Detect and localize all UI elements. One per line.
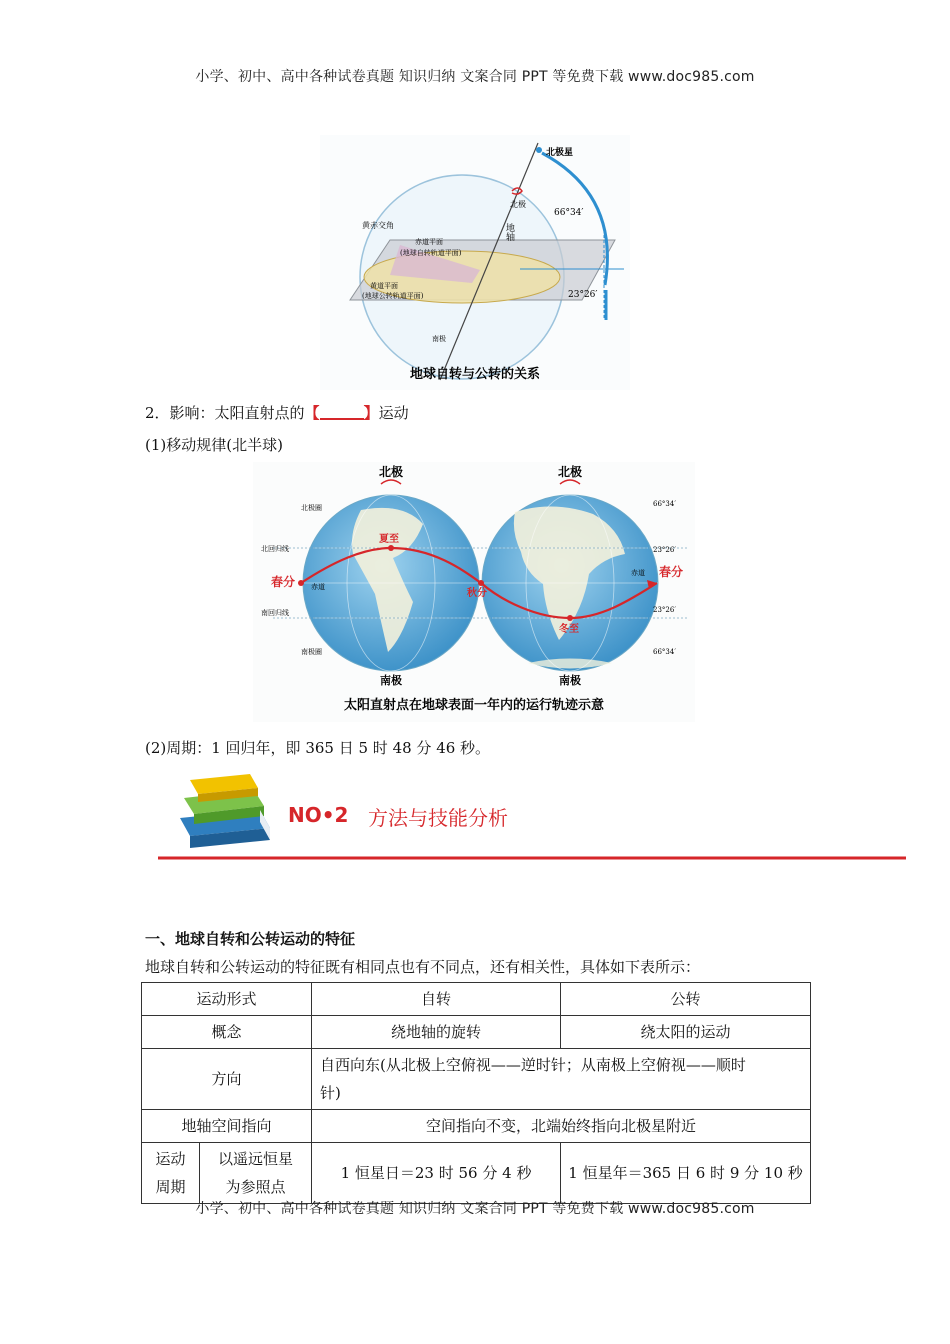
page-footer: 小学、初中、高中各种试卷真题 知识归纳 文案合同 PPT 等免费下载 www.doc985.com <box>195 1201 755 1217</box>
table-row <box>142 1110 811 1143</box>
table-row <box>142 983 811 1016</box>
label-equator-plane-note: (地球自转轨道平面) <box>400 249 462 257</box>
table-row <box>142 1143 811 1204</box>
subsolar-point-figure <box>253 462 695 722</box>
point-autumn <box>478 580 484 586</box>
period-line: (2)周期：1 回归年，即 365 日 5 时 48 分 46 秒。 <box>145 739 491 757</box>
period-ref-1: 以遥远恒星 <box>218 1150 294 1168</box>
rotation-arrow-west <box>381 480 401 484</box>
answer-blank[interactable] <box>320 404 364 420</box>
label-north-pole: 北极 <box>510 200 526 209</box>
period-label-1: 运动 <box>155 1150 186 1168</box>
table-cell-period-label <box>142 1143 200 1204</box>
table-cell: 方向 <box>142 1049 312 1110</box>
influence-suffix: 运动 <box>378 404 409 422</box>
point-spring-west <box>298 580 304 586</box>
label-south-pole-east: 南极 <box>559 674 581 687</box>
table-cell: 绕太阳的运动 <box>561 1016 811 1049</box>
label-angle-66: 66°34′ <box>554 208 584 218</box>
label-lat-23s: 23°26′ <box>653 606 676 614</box>
table-row <box>142 1049 811 1110</box>
table-cell-direction <box>312 1049 811 1110</box>
influence-line <box>145 402 409 423</box>
table-cell: 绕地轴的旋转 <box>312 1016 561 1049</box>
label-tropic-cancer: 北回归线 <box>261 545 289 553</box>
label-equator-plane: 赤道平面 <box>415 238 443 246</box>
bracket-open: 【 <box>304 404 320 422</box>
label-antarctic-circle: 南极圈 <box>301 648 322 656</box>
label-obliquity: 黄赤交角 <box>362 221 394 230</box>
period-label-2: 周期 <box>155 1178 186 1196</box>
label-lat-23n: 23°26′ <box>653 546 676 554</box>
table-header-cell: 运动形式 <box>142 983 312 1016</box>
label-arctic-circle: 北极圈 <box>301 504 322 512</box>
label-equator-east: 赤道 <box>631 569 645 577</box>
point-summer <box>388 545 394 551</box>
table-header-cell: 公转 <box>561 983 811 1016</box>
table-header-cell: 自转 <box>312 983 561 1016</box>
label-spring-east: 春分 <box>659 565 684 579</box>
direction-line-1: 自西向东(从北极上空俯视——逆时针；从南极上空俯视——顺时 <box>320 1056 746 1074</box>
label-spring-west: 春分 <box>271 575 296 589</box>
table-cell: 1 恒星日＝23 时 56 分 4 秒 <box>312 1143 561 1204</box>
polaris-star <box>536 147 542 153</box>
table-cell-period-ref <box>200 1143 312 1204</box>
bracket-close: 】 <box>363 404 379 422</box>
earth-rotation-revolution-figure <box>320 135 630 390</box>
features-table <box>141 982 811 1204</box>
label-polaris: 北极星 <box>546 148 574 158</box>
direction-line-2: 针) <box>320 1084 341 1102</box>
page-header: 小学、初中、高中各种试卷真题 知识归纳 文案合同 PPT 等免费下载 www.doc985.com <box>195 69 755 85</box>
label-summer: 夏至 <box>379 534 399 545</box>
rule-line: (1)移动规律(北半球) <box>145 436 283 454</box>
table-row <box>142 1016 811 1049</box>
label-angle-23: 23°26′ <box>568 290 598 300</box>
label-south-pole: 南极 <box>432 335 446 343</box>
banner-graphic <box>150 770 910 865</box>
figure1-caption: 地球自转与公转的关系 <box>409 367 541 382</box>
rotation-arrow-east <box>560 480 580 484</box>
figure2-caption: 太阳直射点在地球表面一年内的运行轨迹示意 <box>343 698 605 713</box>
label-tropic-capricorn: 南回归线 <box>261 609 289 617</box>
label-axis: 地轴 <box>504 223 514 241</box>
label-lat-66n: 66°34′ <box>653 500 676 508</box>
section-intro: 地球自转和公转运动的特征既有相同点也有不同点，还有相关性，具体如下表所示： <box>145 958 701 976</box>
label-equator: 赤道 <box>311 583 325 591</box>
banner-number: NO•2 <box>288 803 349 827</box>
books-icon <box>180 774 270 848</box>
subsolar-point-diagram <box>253 462 695 722</box>
label-ecliptic-plane-note: (地球公转轨道平面) <box>362 292 424 300</box>
label-north-pole-east: 北极 <box>557 465 583 479</box>
rotation-revolution-diagram <box>320 135 630 390</box>
section-heading: 一、地球自转和公转运动的特征 <box>145 930 356 948</box>
label-ecliptic-plane: 黄道平面 <box>370 282 398 290</box>
label-north-pole-west: 北极 <box>378 465 404 479</box>
banner-title: 方法与技能分析 <box>368 806 508 830</box>
section-banner <box>150 770 910 865</box>
label-south-pole-west: 南极 <box>380 674 402 687</box>
table-cell: 1 恒星年＝365 日 6 时 9 分 10 秒 <box>561 1143 811 1204</box>
table-cell: 概念 <box>142 1016 312 1049</box>
table-cell: 地轴空间指向 <box>142 1110 312 1143</box>
label-lat-66s: 66°34′ <box>653 648 676 656</box>
label-autumn: 秋分 <box>467 588 487 599</box>
period-ref-2: 为参照点 <box>225 1178 286 1196</box>
label-winter: 冬至 <box>559 624 579 635</box>
point-winter <box>567 615 573 621</box>
table-cell: 空间指向不变，北端始终指向北极星附近 <box>312 1110 811 1143</box>
influence-prefix: 2．影响：太阳直射点的 <box>145 404 305 422</box>
